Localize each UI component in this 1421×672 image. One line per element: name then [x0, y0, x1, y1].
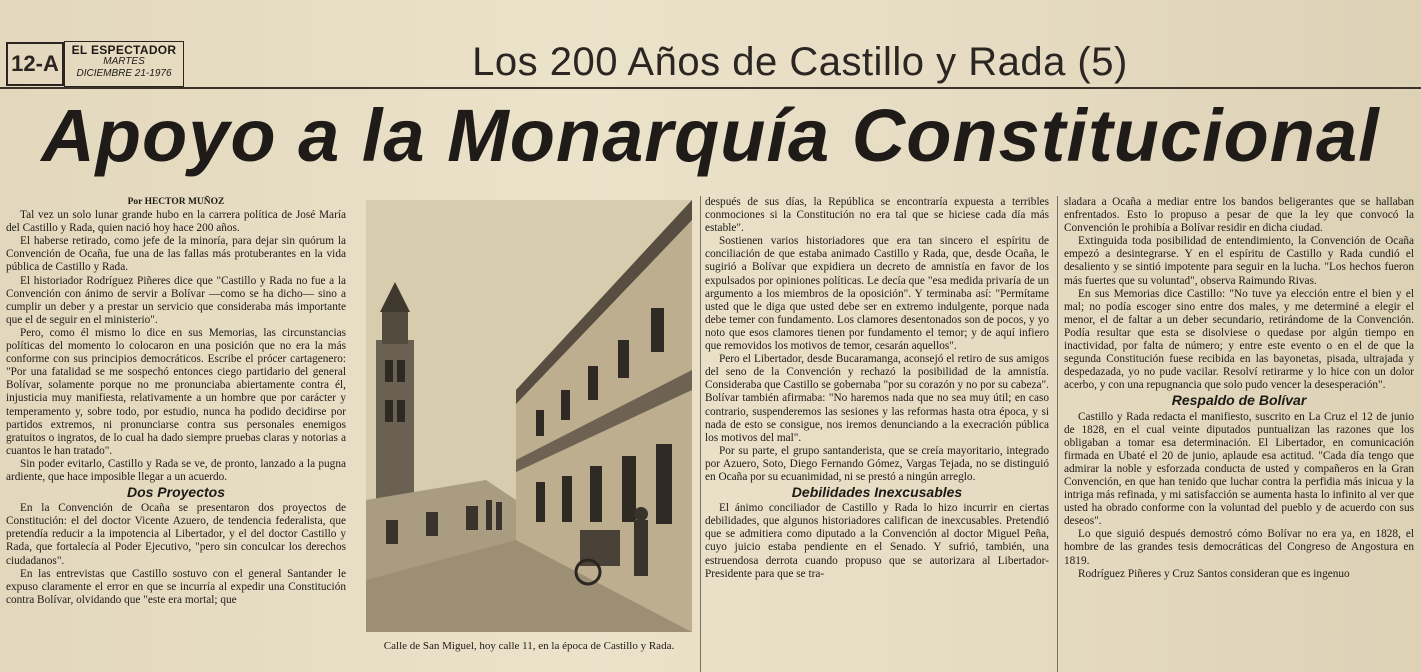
paragraph: Sin poder evitarlo, Castillo y Rada se ve, de pronto, lanzado a la pugna ardiente, que hace imposible llegar a un acuerdo.: [6, 457, 346, 483]
paragraph: Lo que siguió después demostró cómo Bolívar no era ya, en 1828, el hombre de las grandes tesis democráticas del Congreso de Angostura en 1819.: [1064, 528, 1414, 567]
paragraph: En la Convención de Ocaña se presentaron dos proyectos de Constitución: el del doctor Vicente Azuero, de tendencia federalista, que pretendía reducir a la impotencia al Libertador, y el del doctor Castillo y Rada, que fortalecía al Poder Ejecutivo, "pero sin conculcar los derechos ciudadanos".: [6, 502, 346, 567]
column-divider: [700, 196, 701, 672]
article-column-3: [705, 196, 1049, 581]
paragraph: después de sus días, la República se encontraría expuesta a terribles conmociones si la Constitución no era tal que se hiciese cada día más estable".: [705, 196, 1049, 235]
paragraph: En sus Memorias dice Castillo: "No tuve ya elección entre el bien y el mal; no podía escoger sino entre dos males, y me determiné a elegir el menor, el de faltar a un deber secundario, retirándome de la Convención. Podía resultar que esta se disolviese o quedase por algún tiempo en inactividad, por falta de número; y entre este evento o en el de que la segunda Constitución fuese recibida en las bayonetas, pisada, ultrajada y despedazada, yo no pude vacilar. Resolví retirarme y lo hice con un dolor acerbo, y con una repugnancia que solo pudo vencer la desesperación".: [1064, 287, 1414, 392]
paragraph: El historiador Rodríguez Piñeres dice que "Castillo y Rada no fue a la Convención con ánimo de servir a Bolívar —como se ha dicho— sino a cumplir un deber y a prestar un servicio que consideraba más importante que el de seguir en el ministerio".: [6, 274, 346, 326]
masthead-box: [64, 41, 184, 87]
paragraph: sladara a Ocaña a mediar entre los bandos beligerantes que se hallaban enfrentados. Esto lo propuso a pesar de que la ley que convocó la Convención le prohibía a Bolívar residir en dicha ciudad.: [1064, 196, 1414, 235]
street-illustration: [366, 200, 692, 632]
paragraph: En las entrevistas que Castillo sostuvo con el general Santander le expuso claramente el error en que se incurría al expedir una Constitución contra Bolívar, olvidando que "este era mortal; que: [6, 567, 346, 606]
byline: Por HECTOR MUÑOZ: [127, 197, 225, 207]
paragraph: Extinguida toda posibilidad de entendimiento, la Convención de Ocaña empezó a desintegrarse. Y en el espíritu de Castillo y Rada cundió el desaliento y se sintió impotente para seguir en la lucha. "Los hechos fueron más fuertes que su voluntad", observa Raimundo Rivas.: [1064, 235, 1414, 287]
paragraph: El ánimo conciliador de Castillo y Rada lo hizo incurrir en ciertas debilidades, que algunos historiadores califican de inexcusables. Pretendió que se admitiera como diputado a la Convención al doctor Miguel Peña, cuyo juicio estaba pendiente en el Senado. Y sufrió, también, una estruendosa derrota cuando propuso que se autorizara al Libertador-Presidente para que se tra-: [705, 502, 1049, 580]
column-divider: [1057, 196, 1058, 672]
paragraph: Tal vez un solo lunar grande hubo en la carrera política de José María del Castillo y Rada, quien nació hoy hace 200 años.: [6, 209, 346, 235]
subheading: Debilidades Inexcusables: [791, 484, 963, 501]
header-rule: [0, 87, 1421, 89]
article-column-1: [6, 196, 346, 607]
paragraph: Castillo y Rada redacta el manifiesto, suscrito en La Cruz el 12 de junio de 1828, en el cual veinte diputados puntualizan las razones que los obligaban a tomar esa determinación. El Libertador, en comunicación firmada en Ubaté el 20 de junio, aplaude esa actitud. "Cada día tengo que admirar la noble y esforzada conducta de usted y compañeros en la Gran Convención, en que han tenido que luchar contra la perfidia más inicua y la intriga más refinada, y mi satisfacción se aumenta hasta lo infinito al ver que usted ha obrado conforme con la voluntad del pueblo y de acuerdo con sus deseos".: [1064, 410, 1414, 528]
newspaper-name: EL ESPECTADOR: [71, 43, 177, 57]
page-headline: Apoyo a la Monarquía Constitucional: [41, 94, 1380, 177]
photo-caption: Calle de San Miguel, hoy calle 11, en la época de Castillo y Rada.: [383, 640, 675, 652]
article-column-4: [1064, 196, 1414, 581]
issue-weekday: MARTES: [103, 56, 145, 67]
paragraph: Pero, como él mismo lo dice en sus Memorias, las circunstancias políticas del momento lo colocaron en una posición que no era la más conforme con sus principios democráticos. Escribe el prócer cartagenero: "Por una fatalidad se me sospechó entonces ciego partidario del general Bolívar, solamente porque no me pronunciaba abiertamente contra él, injusticia muy manifiesta, relativamente a un hombre que por carácter y temperamento y, sobre todo, por estudio, nunca ha podido decidirse por partidos extremos, ni pronunciarse contra sus personales enemigos gratuitos o ingratos, de lo cual ha dado siempre pruebas claras y notorias a cuantos le han tratado".: [6, 326, 346, 457]
issue-date: DICIEMBRE 21-1976: [76, 68, 172, 79]
paragraph: Rodríguez Piñeres y Cruz Santos consideran que es ingenuo: [1078, 567, 1350, 580]
subheading: Dos Proyectos: [126, 484, 226, 501]
paragraph: Pero el Libertador, desde Bucaramanga, aconsejó el retiro de sus amigos del seno de la Convención y rechazó la posibilidad de la amnistía. Consideraba que Castillo se gobernaba "por su corazón y no por su cabeza". Bolívar también afirmaba: "No haremos nada que no sea muy útil; en caso contrario, suspenderemos las sesiones y las reformas hasta otra época, y si nada de esto se consigue, nos iremos denunciando a la execración pública los motivos del mal".: [705, 353, 1049, 444]
series-title: Los 200 Años de Castillo y Rada (5): [472, 40, 1128, 84]
subheading: Respaldo de Bolívar: [1171, 392, 1307, 409]
page-number: 12-A: [6, 42, 64, 86]
paragraph: Por su parte, el grupo santanderista, que se creía mayoritario, integrado por Azuero, Soto, Diego Fernando Gómez, Vargas Tejada, no se distinguió en Ocaña por su ecuanimidad, ni se prestó a ningún arreglo.: [705, 444, 1049, 483]
paragraph: Sostienen varios historiadores que era tan sincero el espíritu de conciliación de que estaba animado Castillo y Rada, que, desde Ocaña, le sugirió a Bolívar que expidiera un decreto de amnistía en favor de los expulsados por opiniones políticas. Le decía que "esa medida privaría de un argumento a los miembros de la oposición". Y terminaba así: "Permítame usted que le diga que usted debe ser en extremo indulgente, porque nada debe temer con fundamento. Los clamores desentonados son de pocos, y yo noto que esos clamores tienen por fundamento el temor; y de aquí infiero que removidos los motivos de temor, cesarán aquellos".: [705, 235, 1049, 353]
paragraph: El haberse retirado, como jefe de la minoría, para dejar sin quórum la Convención de Ocaña, fue una de las fallas más protuberantes en la vida pública de Castillo y Rada.: [6, 235, 346, 274]
street-photo: [366, 200, 692, 632]
